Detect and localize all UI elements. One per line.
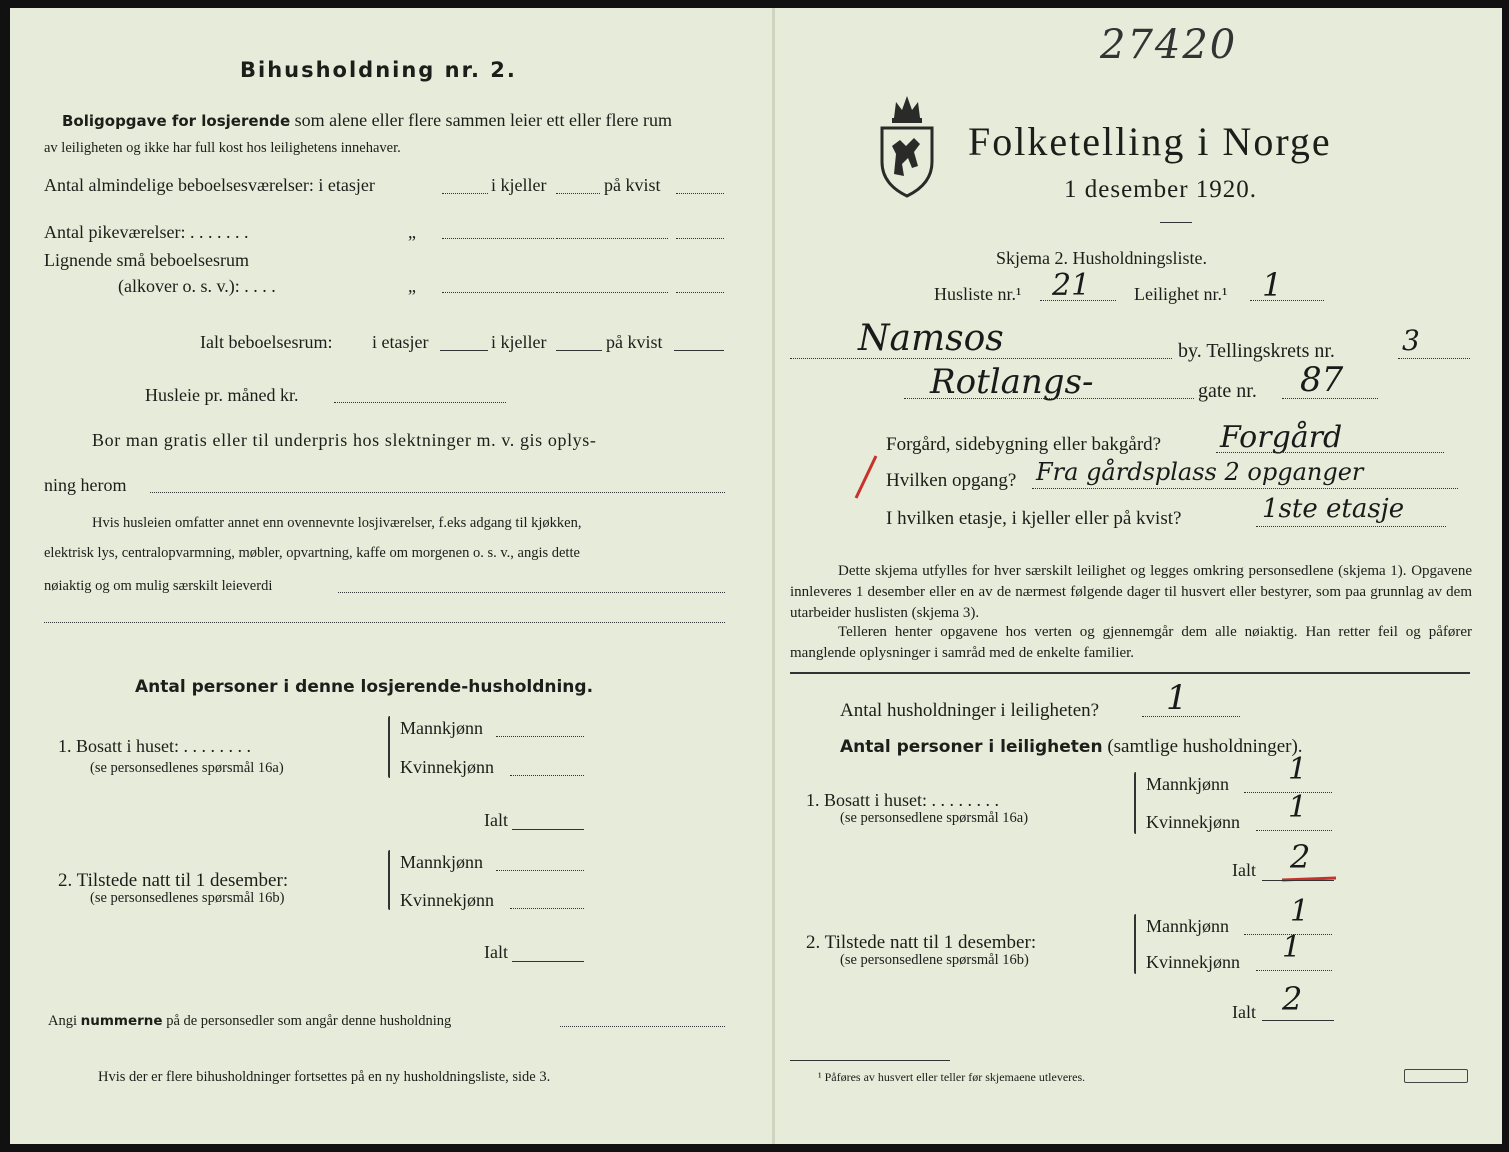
field-lignende-kjeller[interactable] [556, 292, 668, 293]
angi-bold: nummerne [80, 1013, 163, 1029]
right-q2-label: 2. Tilstede natt til 1 desember: [806, 932, 1037, 953]
right-q2-ialt-label: Ialt [1232, 1002, 1256, 1022]
page-fold [772, 8, 775, 1144]
right-q1-label: 1. Bosatt i huset: . . . . . . . . [806, 790, 999, 810]
forgaard-value: Forgård [1220, 420, 1343, 455]
left-q2-ialt-field[interactable] [512, 961, 584, 962]
left-q2-mann-field[interactable] [496, 870, 584, 871]
red-pencil-mark [848, 452, 882, 502]
field-almindelige-kvist[interactable] [676, 193, 724, 194]
gratis-line-2: ning herom [44, 475, 127, 495]
left-q2-ialt-label: Ialt [484, 942, 508, 962]
angi-word: Angi [48, 1013, 77, 1029]
printer-stamp [1404, 1069, 1468, 1083]
left-q1-ialt-label: Ialt [484, 810, 508, 830]
norwegian-coat-of-arms-icon [874, 88, 940, 200]
field-almindelige-etasjer[interactable] [442, 193, 488, 194]
left-q1-kvinne-field[interactable] [510, 775, 584, 776]
label-i-kjeller: i kjeller [491, 332, 547, 352]
field-gratis[interactable] [150, 492, 725, 493]
row-almindelige: Antal almindelige beboelsesværelser: i etasjer [44, 175, 375, 195]
leilighet-value: 1 [1262, 266, 1283, 304]
right-q1-mann-label: Mannkjønn [1146, 774, 1229, 794]
right-date: 1 desember 1920. [1064, 176, 1258, 203]
right-q1-kvinne-value: 1 [1288, 790, 1308, 825]
left-q1-label: 1. Bosatt i huset: . . . . . . . . [58, 736, 251, 756]
left-q2-sub: (se personsedlenes spørsmål 16b) [90, 890, 285, 906]
husliste-label: Husliste nr.¹ [934, 284, 1022, 304]
right-q2-ialt-field[interactable] [1262, 1020, 1334, 1021]
footnote-rule [790, 1060, 950, 1061]
field-extra[interactable] [338, 592, 725, 593]
right-q2-kvinne-label: Kvinnekjønn [1146, 952, 1240, 972]
field-angi[interactable] [560, 1026, 725, 1027]
opgang-label: Hvilken opgang? [886, 470, 1017, 491]
instruction-paragraph-1: Dette skjema utfylles for hver særskilt leilighet og legges omkring personsedlene (skjema 1). Opgavene innleveres 1 desember eller en av de nærmest følgende dager til husvert eller bestyrer, som paa grunnlag av dem utarbeider huslisten (skjema 3). [790, 563, 1472, 621]
right-q1-kvinne-label: Kvinnekjønn [1146, 812, 1240, 832]
etasje-value: 1ste etasje [1262, 494, 1405, 524]
right-q1-ialt-value: 2 [1290, 838, 1311, 876]
field-pike-kjeller[interactable] [556, 238, 668, 239]
street-value: Rotlangs- [930, 362, 1094, 402]
right-footnote: ¹ Påføres av husvert eller teller før skjemaene utleveres. [818, 1070, 1086, 1084]
right-q1-kvinne-field[interactable] [1256, 830, 1332, 831]
left-q1-brace [388, 716, 390, 778]
right-q2-kvinne-value: 1 [1282, 930, 1302, 965]
city-value: Namsos [858, 318, 1004, 359]
right-persons-heading-rest: (samtlige husholdninger). [1107, 736, 1303, 757]
forgaard-field[interactable] [1216, 452, 1444, 453]
right-persons-heading [840, 736, 1303, 758]
right-q1-sub: (se personsedlene spørsmål 16a) [840, 810, 1029, 826]
instruction-paragraph-2: Telleren henter opgavene hos verten og gjennemgår dem alle nøiaktig. Han retter feil og påfører manglende oplysninger i samråd med de enkelte familier. [790, 624, 1472, 661]
angi-line [48, 1013, 451, 1030]
left-q2-brace [388, 850, 390, 910]
right-q2-brace [1134, 914, 1136, 974]
opgang-value: Fra gårdsplass 2 opganger [1036, 458, 1364, 486]
label-paa-kvist: på kvist [606, 332, 663, 352]
row-pike: Antal pikeværelser: . . . . . . . [44, 222, 249, 242]
extra-line-1: Hvis husleien omfatter annet enn ovennevnte losjiværelser, f.eks adgang til kjøkken, [92, 515, 582, 531]
intro-bold: Boligopgave for losjerende [62, 112, 291, 130]
field-husleie[interactable] [334, 402, 506, 403]
field-ialt-kvist[interactable] [674, 350, 724, 351]
right-q1-mann-value: 1 [1288, 752, 1308, 787]
right-title: Folketelling i Norge [968, 119, 1332, 164]
right-q1-ialt-label: Ialt [1232, 860, 1256, 880]
field-ialt-etasjer[interactable] [440, 350, 488, 351]
gate-value: 87 [1300, 360, 1344, 400]
right-q1-ialt-field[interactable] [1262, 880, 1334, 881]
left-q1-mann-field[interactable] [496, 736, 584, 737]
section-divider [790, 672, 1470, 674]
etasje-label: I hvilken etasje, i kjeller eller på kvist? [886, 508, 1182, 529]
left-q1-ialt-field[interactable] [512, 829, 584, 830]
field-almindelige-kjeller[interactable] [556, 193, 600, 194]
husholdninger-label: Antal husholdninger i leiligheten? [840, 700, 1100, 721]
row-ialt-beboelsesrum: Ialt beboelsesrum: [200, 332, 333, 352]
right-persons-heading-bold: Antal personer i leiligheten [840, 737, 1103, 757]
gate-field[interactable] [1282, 398, 1378, 399]
left-q2-mann-label: Mannkjønn [400, 852, 483, 872]
left-q1-kvinne-label: Kvinnekjønn [400, 757, 494, 777]
left-q1-mann-label: Mannkjønn [400, 718, 483, 738]
krets-value: 3 [1402, 324, 1420, 357]
schema-label: Skjema 2. Husholdningsliste. [996, 248, 1207, 268]
right-q2-ialt-value: 2 [1282, 980, 1303, 1018]
intro-rest: som alene eller flere sammen leier ett eller flere rum [294, 110, 672, 130]
left-q2-label: 2. Tilstede natt til 1 desember: [58, 870, 289, 891]
right-q1-brace [1134, 772, 1136, 834]
gate-label: gate nr. [1198, 380, 1257, 402]
opgang-field[interactable] [1032, 488, 1458, 489]
by-tellingskrets-label: by. Tellingskrets nr. [1178, 340, 1335, 362]
ditto-mark: „ [408, 222, 416, 242]
left-footer: Hvis der er flere bihusholdninger fortsettes på en ny husholdningsliste, side 3. [98, 1069, 551, 1085]
intro-line-2: av leiligheten og ikke har full kost hos leilighetens innehaver. [44, 140, 401, 156]
label-i-etasjer: i etasjer [372, 332, 429, 352]
ditto-mark: „ [408, 276, 416, 296]
gratis-line-1: Bor man gratis eller til underpris hos slektninger m. v. gis oplys- [92, 430, 597, 450]
red-underline-mark [1280, 862, 1340, 886]
label-i-kjeller: i kjeller [491, 175, 547, 195]
field-pike-kvist[interactable] [676, 238, 724, 239]
archive-number: 27420 [1100, 22, 1238, 68]
right-q2-kvinne-field[interactable] [1256, 970, 1332, 971]
left-q1-sub: (se personsedlenes spørsmål 16a) [90, 760, 284, 776]
right-q2-mann-label: Mannkjønn [1146, 916, 1229, 936]
husleie-label: Husleie pr. måned kr. [145, 385, 299, 405]
row-lignende-1: Lignende små beboelsesrum [44, 250, 249, 270]
field-lignende-kvist[interactable] [676, 292, 724, 293]
krets-field[interactable] [1398, 358, 1470, 359]
husholdninger-value: 1 [1166, 678, 1188, 718]
husholdninger-field[interactable] [1142, 716, 1240, 717]
angi-rest: på de personsedler som angår denne husholdning [166, 1013, 452, 1029]
street-field[interactable] [904, 398, 1194, 399]
label-paa-kvist: på kvist [604, 175, 661, 195]
leilighet-field[interactable] [1250, 300, 1324, 301]
field-extra-2[interactable] [44, 622, 725, 623]
left-persons-heading: Antal personer i denne losjerende-husholdning. [135, 677, 594, 697]
city-field[interactable] [790, 358, 1172, 359]
leilighet-label: Leilighet nr.¹ [1134, 284, 1228, 304]
right-q2-sub: (se personsedlene spørsmål 16b) [840, 952, 1029, 968]
etasje-field[interactable] [1256, 526, 1446, 527]
extra-line-3: nøiaktig og om mulig særskilt leieverdi [44, 578, 273, 594]
field-ialt-kjeller[interactable] [556, 350, 602, 351]
right-q2-mann-value: 1 [1290, 894, 1310, 929]
husliste-field[interactable] [1040, 300, 1116, 301]
left-title: Bihusholdning nr. 2. [240, 58, 517, 82]
husliste-value: 21 [1052, 268, 1091, 303]
field-pike-etasjer[interactable] [442, 238, 554, 239]
intro-line-1 [62, 110, 672, 131]
left-q2-kvinne-label: Kvinnekjønn [400, 890, 494, 910]
extra-line-2: elektrisk lys, centralopvarmning, møbler, opvartning, kaffe om morgenen o. s. v., angis dette [44, 545, 580, 561]
forgaard-label: Forgård, sidebygning eller bakgård? [886, 434, 1162, 455]
title-rule [1160, 222, 1192, 223]
field-lignende-etasjer[interactable] [442, 292, 554, 293]
row-lignende-2: (alkover o. s. v.): . . . . [118, 276, 276, 296]
left-q2-kvinne-field[interactable] [510, 908, 584, 909]
